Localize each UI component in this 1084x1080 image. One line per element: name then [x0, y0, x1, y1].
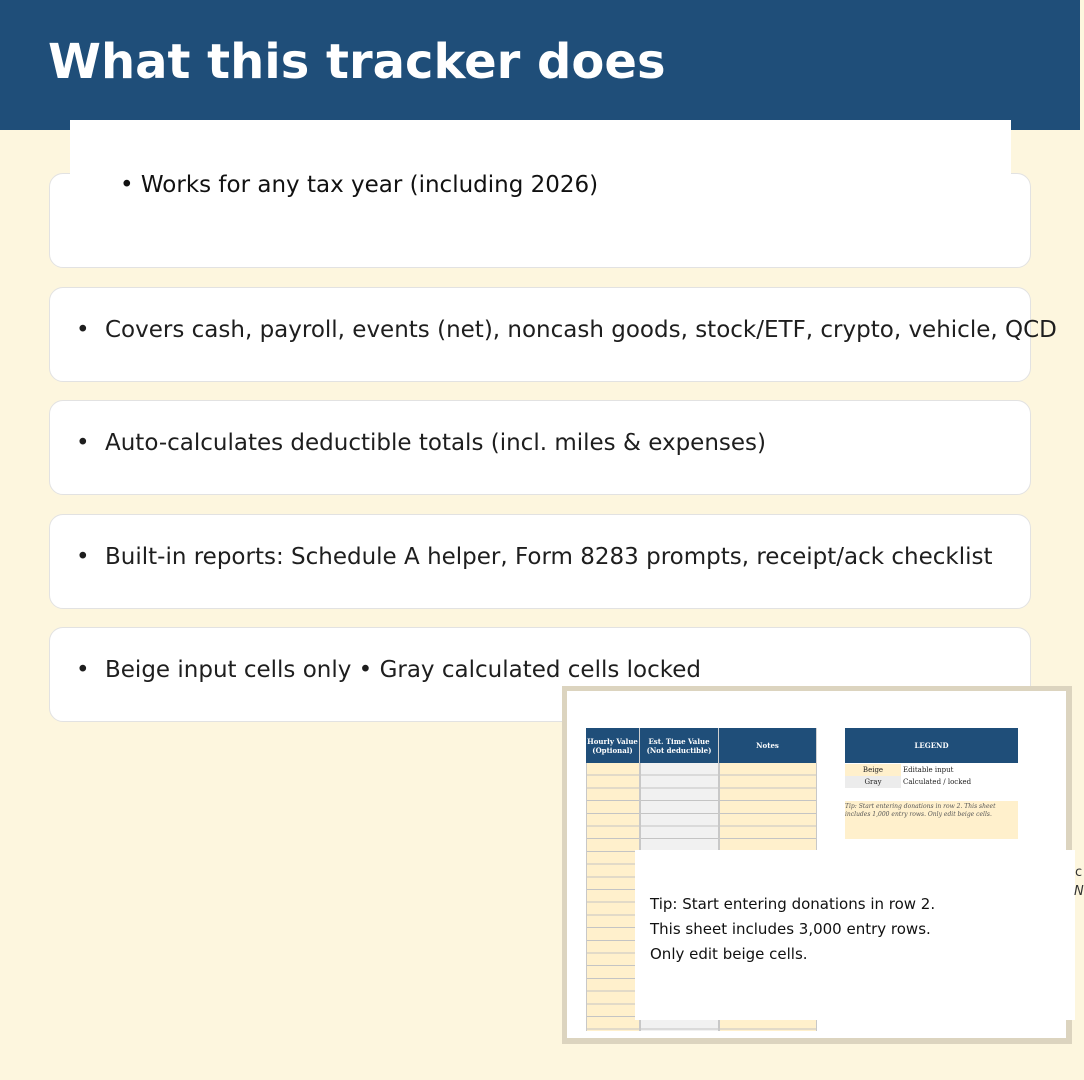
legend-header: LEGEND	[845, 728, 1018, 763]
swatch-label: Gray	[845, 776, 901, 788]
bullet-glyph: •	[76, 657, 90, 683]
tip-box	[635, 850, 1075, 1020]
beige-column	[586, 763, 640, 1031]
legend-row-gray	[845, 776, 1018, 788]
tip-line-1: Tip: Start entering donations in row 2.	[650, 895, 936, 913]
swatch-label: Beige	[845, 764, 901, 776]
feature-card-4	[49, 514, 1031, 609]
clipped-text-fragment: N	[1074, 884, 1084, 899]
bullet-glyph: •	[120, 172, 134, 198]
column-header: Notes	[719, 728, 817, 763]
page-title: What this tracker does	[48, 34, 666, 90]
tip-line-3: Only edit beige cells.	[650, 945, 808, 963]
feature-card-2	[49, 287, 1057, 382]
bullet-glyph: •	[76, 430, 90, 456]
feature-4-text: Built-in reports: Schedule A helper, Form 8283 prompts, receipt/ack checklist	[105, 544, 993, 570]
bullet-glyph: •	[76, 317, 90, 343]
feature-2-text: Covers cash, payroll, events (net), noncash goods, stock/ETF, crypto, vehicle, QCD	[105, 317, 1057, 343]
legend-label: Editable input	[903, 766, 954, 774]
feature-card-3	[49, 400, 1031, 495]
feature-3-text: Auto-calculates deductible totals (incl. miles & expenses)	[105, 430, 766, 456]
feature-5-text: Beige input cells only • Gray calculated cells locked	[105, 657, 702, 683]
legend-row-beige	[845, 764, 1018, 776]
mini-tip-note: Tip: Start entering donations in row 2. This sheet includes 1,000 entry rows. Only edit beige cells.	[845, 801, 1018, 839]
title-banner	[0, 0, 1080, 130]
column-header: Est. Time Value (Not deductible)	[640, 728, 719, 763]
title-overlay-panel	[70, 120, 1011, 178]
feature-1-text: Works for any tax year (including 2026)	[140, 172, 599, 198]
column-header: Hourly Value (Optional)	[586, 728, 640, 763]
clipped-text-fragment: c	[1075, 865, 1083, 880]
tip-line-2: This sheet includes 3,000 entry rows.	[650, 920, 931, 938]
legend-label: Calculated / locked	[903, 778, 972, 786]
bullet-glyph: •	[76, 544, 90, 570]
feature-1	[120, 172, 598, 198]
